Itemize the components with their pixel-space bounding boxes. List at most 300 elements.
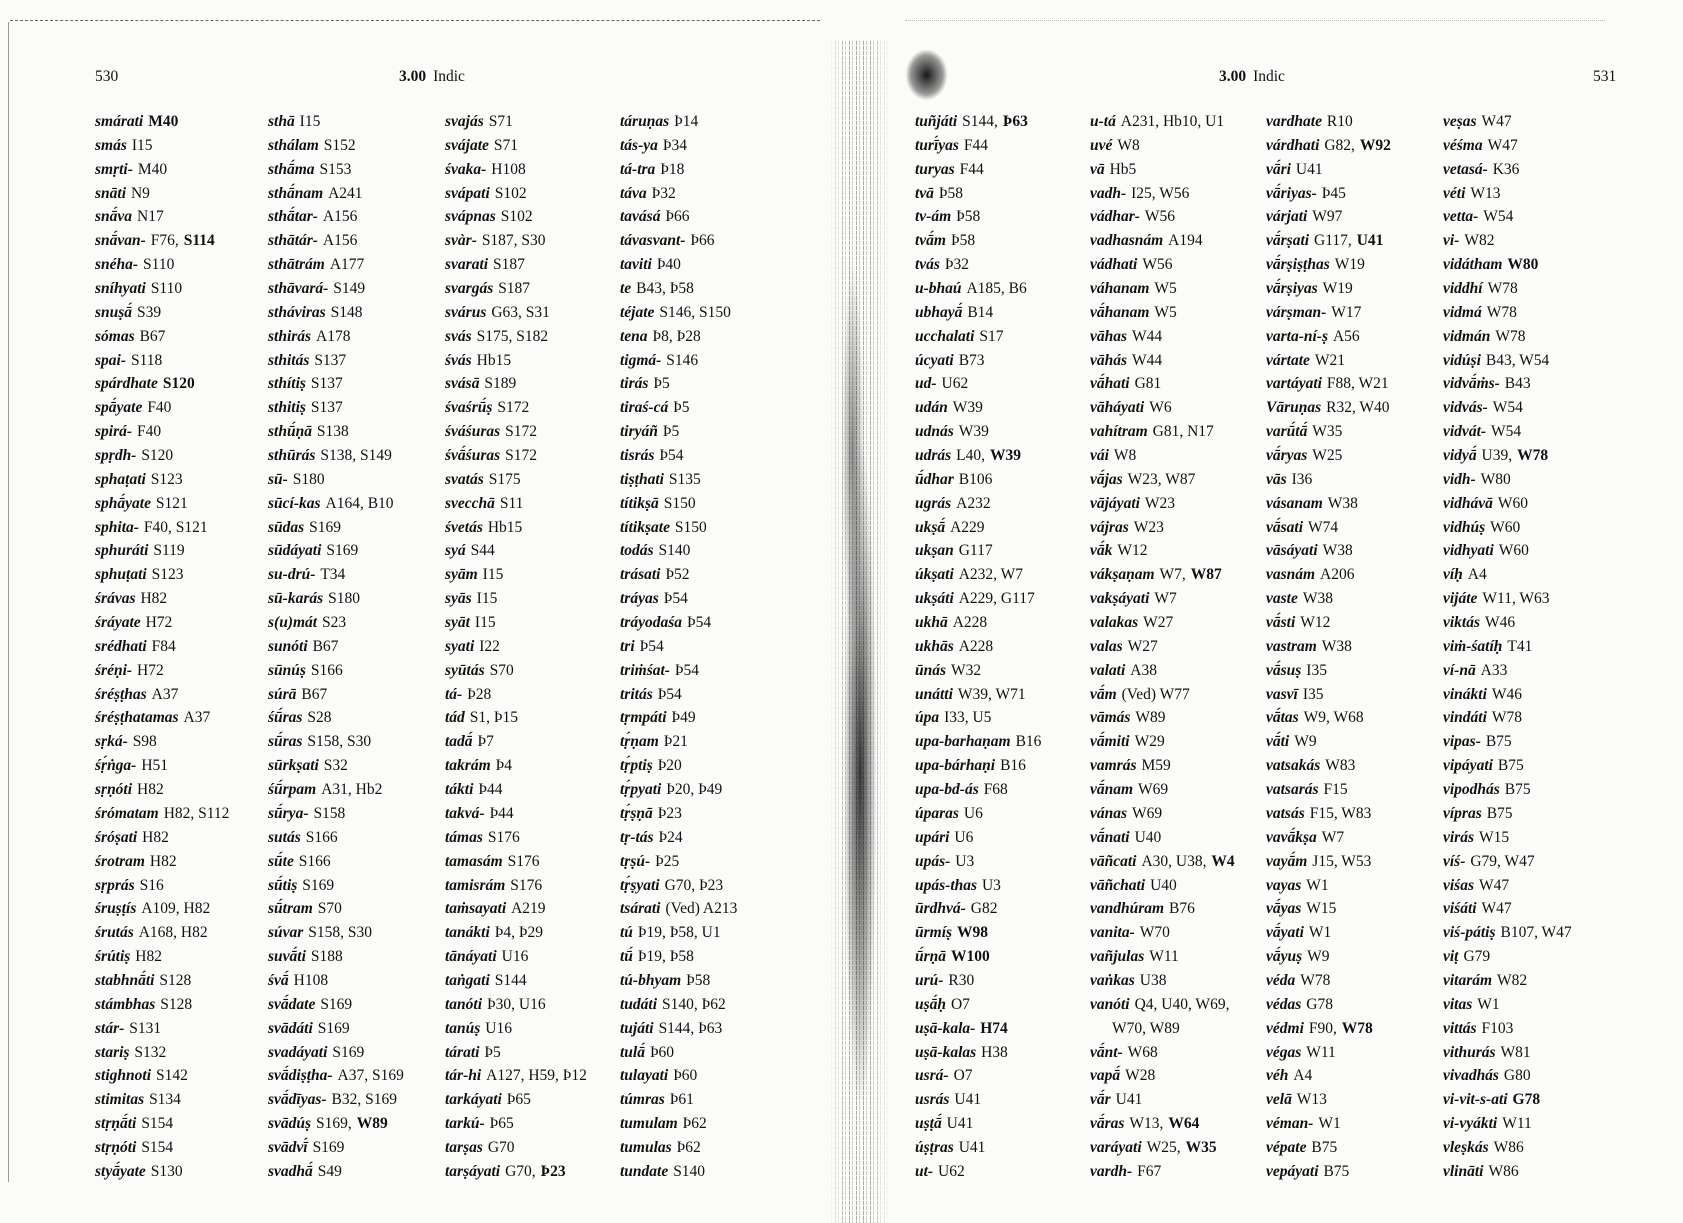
index-entry: [915, 1017, 1041, 1041]
reference: A229: [950, 518, 985, 536]
index-entry: [620, 1064, 737, 1088]
index-entry: [445, 897, 587, 921]
reference: U16: [485, 1019, 512, 1037]
reference: G79, W47: [1470, 852, 1535, 870]
headword: vā́tas: [1266, 709, 1299, 727]
index-entry: [268, 1136, 404, 1160]
reference: S144,: [962, 113, 998, 130]
reference: W13,: [1129, 1115, 1164, 1133]
headword: tudáti: [620, 995, 658, 1013]
headword: ū́dhar: [915, 470, 954, 488]
headword: varū́tā́: [1266, 423, 1308, 441]
index-entry: [620, 826, 737, 850]
index-entry: [1443, 277, 1572, 301]
index-entry: [620, 659, 737, 683]
headword: taṅgati: [445, 971, 490, 989]
reference: W19: [1334, 256, 1365, 274]
headword: śrútiṣ: [95, 948, 131, 966]
index-entry: [95, 205, 229, 229]
headword: vamrás: [1090, 757, 1137, 775]
reference: A38: [1130, 661, 1157, 679]
headword: vatsarás: [1266, 781, 1319, 799]
headword: vastram: [1266, 637, 1317, 655]
reference: S189: [484, 375, 517, 393]
reference: B107, W47: [1500, 924, 1572, 942]
reference: O7: [950, 995, 970, 1013]
index-entry: [445, 778, 587, 802]
headword: sníhyati: [95, 280, 146, 298]
reference: W7: [1321, 828, 1345, 846]
headword: vetasá-: [1443, 160, 1488, 178]
index-entry: [445, 1112, 587, 1136]
headword: véti: [1443, 184, 1466, 202]
reference: Þ20, Þ49: [666, 781, 723, 799]
headword: véda: [1266, 971, 1296, 989]
index-entry: [620, 205, 737, 229]
reference: R10: [1326, 113, 1353, 130]
index-entry: [445, 396, 587, 420]
headword: svarati: [445, 256, 489, 274]
reference: Þ54: [639, 637, 664, 655]
headword: udnás: [915, 423, 954, 441]
section-title: Indic: [433, 68, 465, 85]
headword: vijáte: [1443, 590, 1478, 608]
reference: G70,: [505, 1162, 536, 1180]
headword: smṛti-: [95, 160, 133, 178]
headword: vā́riyas-: [1266, 184, 1317, 202]
reference: W97: [1312, 208, 1343, 226]
index-entry: [1443, 754, 1572, 778]
headword: sūnúṣ: [268, 661, 306, 679]
headword: sphuráti: [95, 542, 149, 560]
reference: Þ19, Þ58: [637, 948, 694, 966]
reference: W47: [1487, 136, 1518, 154]
index-entry: [95, 897, 229, 921]
reference: A206: [1320, 566, 1355, 584]
reference: B75: [1323, 1162, 1350, 1180]
headword: sthā́tar-: [268, 208, 318, 226]
index-entry: [915, 850, 1041, 874]
reference: W70, W89: [1112, 1019, 1180, 1037]
headword: tiraś-cá: [620, 399, 669, 417]
reference: S166: [305, 828, 338, 846]
reference: Þ23: [657, 804, 682, 822]
headword: svargás: [445, 280, 494, 298]
headword: virás: [1443, 828, 1474, 846]
reference: U6: [963, 804, 983, 822]
reference: S132: [134, 1043, 167, 1061]
index-entry: [445, 611, 587, 635]
headword: stámbhas: [95, 995, 156, 1013]
reference-bold: W4: [1211, 852, 1235, 870]
headword: syá: [445, 542, 466, 560]
right-page: [835, 0, 1683, 1223]
reference: S176: [510, 876, 543, 894]
reference: Þ58: [956, 208, 981, 226]
headword: ū́rṇā: [915, 948, 947, 966]
reference: W54: [1483, 208, 1514, 226]
headword: tamasám: [445, 852, 503, 870]
headword: vāhás: [1090, 351, 1128, 369]
index-entry: [915, 1112, 1041, 1136]
running-header: [399, 68, 465, 86]
reference: A164, B10: [325, 494, 394, 512]
reference: W11: [1306, 1043, 1336, 1061]
headword: takrám: [445, 757, 491, 775]
reference: W60: [1490, 518, 1521, 536]
headword: vayas: [1266, 876, 1302, 894]
reference: F44: [963, 136, 989, 154]
reference: S102: [500, 208, 533, 226]
headword: ūrmíṣ: [915, 924, 953, 942]
reference: I35: [1306, 661, 1327, 679]
index-entry: [1090, 659, 1235, 683]
reference: A30, U38,: [1141, 852, 1207, 870]
index-entry: [915, 587, 1041, 611]
reference: S102: [494, 184, 527, 202]
index-entry: [95, 993, 229, 1017]
index-entry: [620, 158, 737, 182]
index-entry: [95, 468, 229, 492]
headword: svásā: [445, 375, 480, 393]
headword: tṛ́pyati: [620, 781, 662, 799]
reference: U38: [1139, 971, 1167, 989]
headword: smás: [95, 136, 127, 154]
headword: śrutás: [95, 924, 134, 942]
index-entry: [915, 182, 1041, 206]
headword: véh: [1266, 1067, 1289, 1085]
reference: A37, S169: [337, 1067, 404, 1085]
headword: vā́ri: [1266, 160, 1291, 178]
headword: śvaka-: [445, 160, 487, 178]
reference: S138: [316, 423, 349, 441]
reference: S153: [319, 160, 352, 178]
headword: vái: [1090, 447, 1109, 465]
reference: S49: [317, 1162, 342, 1180]
reference-bold: W78: [1517, 447, 1549, 465]
reference: Þ66: [665, 208, 690, 226]
headword: vā́yati: [1266, 924, 1304, 942]
headword: snā́van-: [95, 232, 146, 250]
reference: U41: [958, 1138, 986, 1156]
headword: trásati: [620, 566, 661, 584]
index-entry: [915, 921, 1041, 945]
index-entry: [445, 802, 587, 826]
index-entry: [620, 587, 737, 611]
index-entry: [915, 277, 1041, 301]
reference: S180: [292, 470, 325, 488]
headword: vidh-: [1443, 470, 1476, 488]
headword: vásanam: [1266, 494, 1323, 512]
reference: W39: [952, 399, 983, 417]
index-entry: [1443, 969, 1572, 993]
reference: B43: [1504, 375, 1531, 393]
index-entry: [268, 468, 404, 492]
headword: śruṣṭís: [95, 900, 137, 918]
index-entry: [95, 874, 229, 898]
reference: S176: [487, 828, 520, 846]
headword: víś-: [1443, 852, 1466, 870]
reference-bold: W78: [1341, 1019, 1373, 1037]
index-entry: [1266, 253, 1391, 277]
book-gutter-shadow: [828, 40, 890, 1223]
headword: végas: [1266, 1043, 1302, 1061]
headword: sómas: [95, 327, 135, 345]
headword: ukhās: [915, 637, 954, 655]
headword: vánas: [1090, 804, 1128, 822]
reference: N17: [137, 208, 164, 226]
index-entry: [95, 1136, 229, 1160]
reference: B75: [1485, 733, 1512, 751]
reference: Þ58: [938, 184, 964, 202]
index-entry: [915, 492, 1041, 516]
index-entry: [1090, 516, 1235, 540]
headword: vayā́m: [1266, 852, 1308, 870]
reference: W5: [1154, 280, 1177, 298]
reference: W82: [1497, 971, 1528, 989]
headword: vā́rṣiyas: [1266, 280, 1318, 298]
index-entry: [1443, 516, 1572, 540]
index-entry: [915, 1160, 1041, 1184]
index-entry: [268, 229, 404, 253]
headword: vā́r: [1090, 1091, 1111, 1109]
index-entry: [915, 420, 1041, 444]
index-entry: [1443, 945, 1572, 969]
headword: te: [620, 280, 632, 298]
index-entry: [915, 372, 1041, 396]
reference: Þ52: [665, 566, 690, 584]
reference: W78: [1486, 303, 1517, 321]
index-entry: [620, 516, 737, 540]
index-entry: [1266, 229, 1391, 253]
index-entry: [1266, 850, 1391, 874]
headword: stháviras: [268, 303, 326, 321]
reference: W1: [1318, 1115, 1341, 1133]
reference-bold: G78: [1512, 1091, 1541, 1109]
reference: H108: [293, 971, 329, 989]
reference: S98: [132, 733, 157, 751]
index-entry: [915, 444, 1041, 468]
index-entry: [915, 1041, 1041, 1065]
headword: uṣā-kalas: [915, 1043, 977, 1061]
index-entry: [445, 1041, 587, 1065]
headword: vatsakás: [1266, 757, 1321, 775]
headword: su-drú-: [268, 566, 316, 584]
reference: S144: [494, 971, 527, 989]
index-entry: [1090, 635, 1235, 659]
headword: vā́ti: [1266, 733, 1290, 751]
headword: vā́hati: [1090, 375, 1130, 393]
reference: W1: [1308, 924, 1332, 942]
reference: Þ65: [489, 1115, 514, 1133]
headword: spirá-: [95, 423, 133, 441]
headword: vithurás: [1443, 1043, 1496, 1061]
headword: vidúṣi: [1443, 351, 1481, 369]
index-entry: [1443, 921, 1572, 945]
reference: S44: [470, 542, 495, 560]
headword: tá-: [445, 685, 463, 703]
index-entry: [915, 349, 1041, 373]
index-entry: [1266, 277, 1391, 301]
index-entry: [268, 850, 404, 874]
index-entry: [620, 349, 737, 373]
index-entry: [1266, 205, 1391, 229]
index-entry: [1266, 158, 1391, 182]
index-entry: [445, 444, 587, 468]
headword: vittás: [1443, 1019, 1477, 1037]
headword: takvá-: [445, 804, 485, 822]
index-entry: [268, 325, 404, 349]
reference: Þ54: [659, 447, 684, 465]
reference: G117: [958, 542, 993, 560]
index-entry: [268, 253, 404, 277]
index-entry: [620, 1041, 737, 1065]
index-entry: [268, 277, 404, 301]
reference: S175, S182: [476, 327, 549, 345]
index-entry: [620, 874, 737, 898]
index-entry: [1443, 826, 1572, 850]
reference: W15: [1306, 900, 1337, 918]
headword: styā́yate: [95, 1162, 146, 1180]
headword: snéha-: [95, 256, 139, 274]
headword: tákti: [445, 781, 474, 799]
index-entry: [268, 802, 404, 826]
headword: svás: [445, 327, 472, 345]
reference: G70, Þ23: [664, 876, 724, 894]
index-entry: [1266, 730, 1391, 754]
headword: spā́yate: [95, 399, 143, 417]
index-entry: [1090, 587, 1235, 611]
reference: W47: [1478, 876, 1510, 894]
reference: H51: [141, 757, 169, 775]
index-entry: [268, 492, 404, 516]
headword: sthā́nam: [268, 184, 324, 202]
reference: H108: [491, 160, 526, 178]
reference: B106: [958, 470, 993, 488]
reference: S146: [666, 351, 699, 369]
headword: vanita-: [1090, 924, 1135, 942]
reference: U41: [1115, 1091, 1143, 1109]
index-entry: [915, 516, 1041, 540]
reference: Þ66: [690, 232, 715, 250]
reference: W11: [1149, 948, 1179, 966]
index-entry: [915, 396, 1041, 420]
page-number: 531: [1593, 68, 1617, 85]
reference: W89: [1135, 709, 1166, 727]
reference: W8: [1117, 136, 1140, 154]
reference: F76,: [150, 232, 179, 250]
reference: S123: [150, 470, 183, 488]
reference: U62: [941, 375, 969, 393]
index-entry: [1443, 611, 1572, 635]
headword: sūcí-kas: [268, 494, 321, 512]
reference: W47: [1481, 900, 1512, 918]
index-entry: [1090, 826, 1235, 850]
headword: valas: [1090, 637, 1123, 655]
index-entry: [268, 659, 404, 683]
reference: A56: [1332, 327, 1360, 345]
headword: vájras: [1090, 518, 1129, 536]
reference: S158: [313, 804, 346, 822]
headword: ugrás: [915, 494, 952, 512]
reference: S128: [159, 971, 192, 989]
index-entry: [1090, 563, 1235, 587]
reference-bold: W98: [957, 924, 989, 942]
headword: spṛdh-: [95, 447, 137, 465]
headword: váhanam: [1090, 280, 1150, 298]
reference: R30: [948, 971, 975, 989]
index-entry: [95, 420, 229, 444]
headword: vidhyati: [1443, 542, 1494, 560]
index-entry: [445, 516, 587, 540]
index-entry: [1090, 706, 1235, 730]
reference: Þ34: [662, 136, 687, 154]
reference: W11, W63: [1482, 590, 1550, 608]
index-entry: [95, 706, 229, 730]
reference: S1, Þ15: [469, 709, 519, 727]
index-entry: [620, 754, 737, 778]
index-entry: [445, 539, 587, 563]
reference: W38: [1327, 494, 1358, 512]
reference: M40: [137, 160, 168, 178]
headword: veṣas: [1443, 113, 1477, 130]
reference: A127, H59, Þ12: [486, 1067, 587, 1085]
index-entry: [1443, 778, 1572, 802]
index-entry: [1090, 468, 1235, 492]
index-entry: [268, 539, 404, 563]
headword: suvā́ti: [268, 948, 306, 966]
index-entry: [1266, 301, 1391, 325]
index-entry: [1443, 730, 1572, 754]
reference: W60: [1497, 494, 1529, 512]
reference: S135: [668, 470, 701, 488]
reference: W60: [1498, 542, 1529, 560]
headword: udán: [915, 399, 948, 417]
headword: vidvás-: [1443, 399, 1488, 417]
headword: sphita-: [95, 518, 139, 536]
reference: G78: [1306, 995, 1333, 1013]
reference-bold: W87: [1190, 566, 1222, 584]
headword: triṁśat-: [620, 661, 670, 679]
index-entry: [915, 683, 1041, 707]
headword: viktás: [1443, 614, 1481, 632]
index-entry: [1090, 754, 1235, 778]
index-entry: [915, 945, 1041, 969]
headword: tiṣṭhati: [620, 470, 664, 488]
index-entry: [620, 683, 737, 707]
index-entry: [1443, 993, 1572, 1017]
reference: W7,: [1159, 566, 1186, 584]
reference: A4: [1293, 1067, 1313, 1085]
index-entry: [95, 563, 229, 587]
index-entry: [1266, 683, 1391, 707]
reference: S16: [139, 876, 164, 894]
reference: A168, H82: [138, 924, 208, 942]
index-entry: [95, 1017, 229, 1041]
headword: tena: [620, 327, 648, 345]
headword: vleṣkás: [1443, 1138, 1489, 1156]
headword: véśma: [1443, 136, 1483, 154]
headword: vadhasnám: [1090, 232, 1164, 250]
index-entry: [1443, 683, 1572, 707]
reference: U3: [981, 876, 1001, 894]
headword: vidvát-: [1443, 423, 1487, 441]
reference: W11: [1502, 1115, 1532, 1133]
index-entry: [915, 539, 1041, 563]
index-entry: [268, 1112, 404, 1136]
index-entry: [268, 1160, 404, 1184]
headword: téjate: [620, 303, 655, 321]
